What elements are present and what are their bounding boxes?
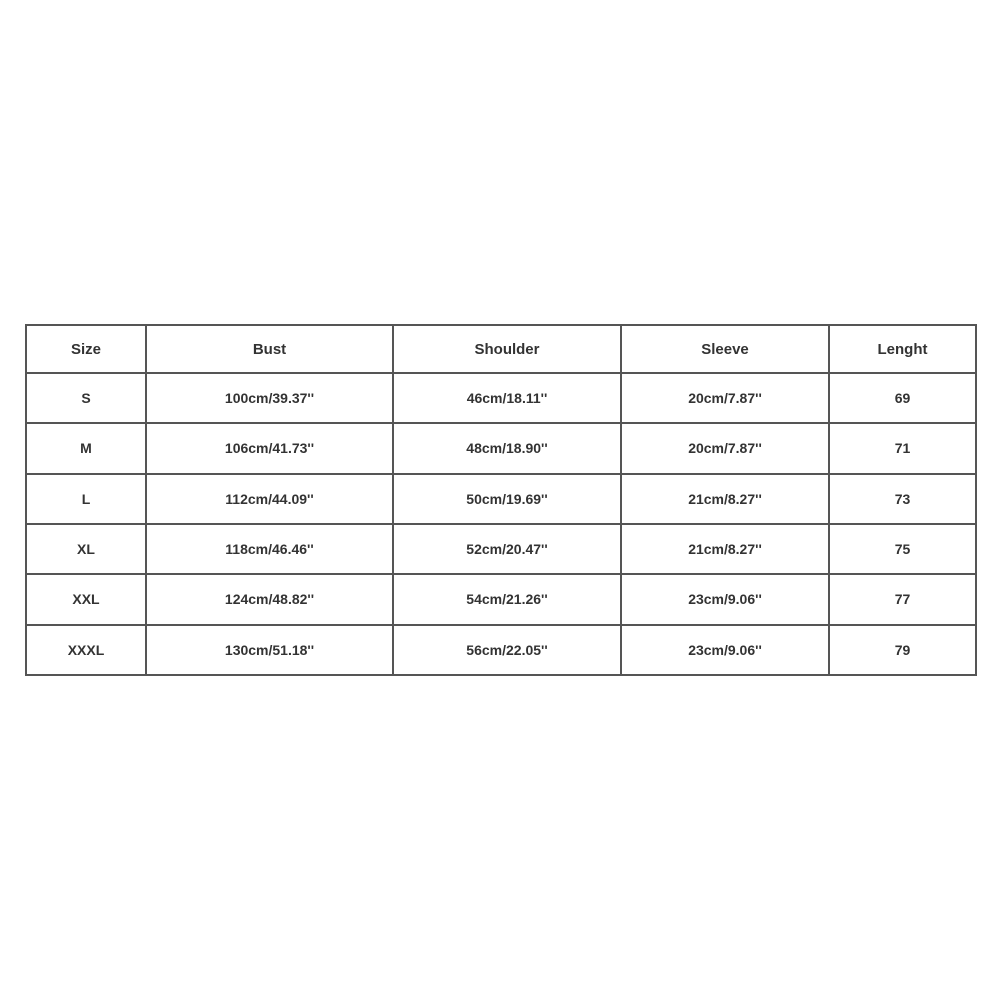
header-length: Lenght [829,325,976,373]
cell-shoulder: 54cm/21.26'' [393,574,621,624]
cell-shoulder: 50cm/19.69'' [393,474,621,524]
cell-sleeve: 23cm/9.06'' [621,574,829,624]
cell-length: 79 [829,625,976,675]
cell-length: 73 [829,474,976,524]
cell-shoulder: 46cm/18.11'' [393,373,621,423]
header-size: Size [26,325,146,373]
cell-size: M [26,423,146,473]
table-row [26,524,976,574]
table-header [26,325,976,373]
cell-size: XXL [26,574,146,624]
cell-length: 69 [829,373,976,423]
header-shoulder: Shoulder [393,325,621,373]
cell-length: 77 [829,574,976,624]
table-row [26,423,976,473]
cell-bust: 106cm/41.73'' [146,423,393,473]
table-row [26,474,976,524]
cell-bust: 100cm/39.37'' [146,373,393,423]
table-body [26,373,976,675]
table-row [26,625,976,675]
header-sleeve: Sleeve [621,325,829,373]
cell-sleeve: 23cm/9.06'' [621,625,829,675]
cell-sleeve: 21cm/8.27'' [621,474,829,524]
cell-length: 71 [829,423,976,473]
cell-size: XL [26,524,146,574]
cell-length: 75 [829,524,976,574]
cell-size: XXXL [26,625,146,675]
cell-size: L [26,474,146,524]
cell-shoulder: 48cm/18.90'' [393,423,621,473]
cell-shoulder: 56cm/22.05'' [393,625,621,675]
cell-sleeve: 20cm/7.87'' [621,373,829,423]
cell-bust: 112cm/44.09'' [146,474,393,524]
table-row [26,574,976,624]
header-bust: Bust [146,325,393,373]
cell-bust: 124cm/48.82'' [146,574,393,624]
cell-bust: 130cm/51.18'' [146,625,393,675]
size-chart-table [25,324,977,676]
header-row [26,325,976,373]
cell-sleeve: 21cm/8.27'' [621,524,829,574]
table-row [26,373,976,423]
cell-size: S [26,373,146,423]
cell-sleeve: 20cm/7.87'' [621,423,829,473]
cell-shoulder: 52cm/20.47'' [393,524,621,574]
cell-bust: 118cm/46.46'' [146,524,393,574]
